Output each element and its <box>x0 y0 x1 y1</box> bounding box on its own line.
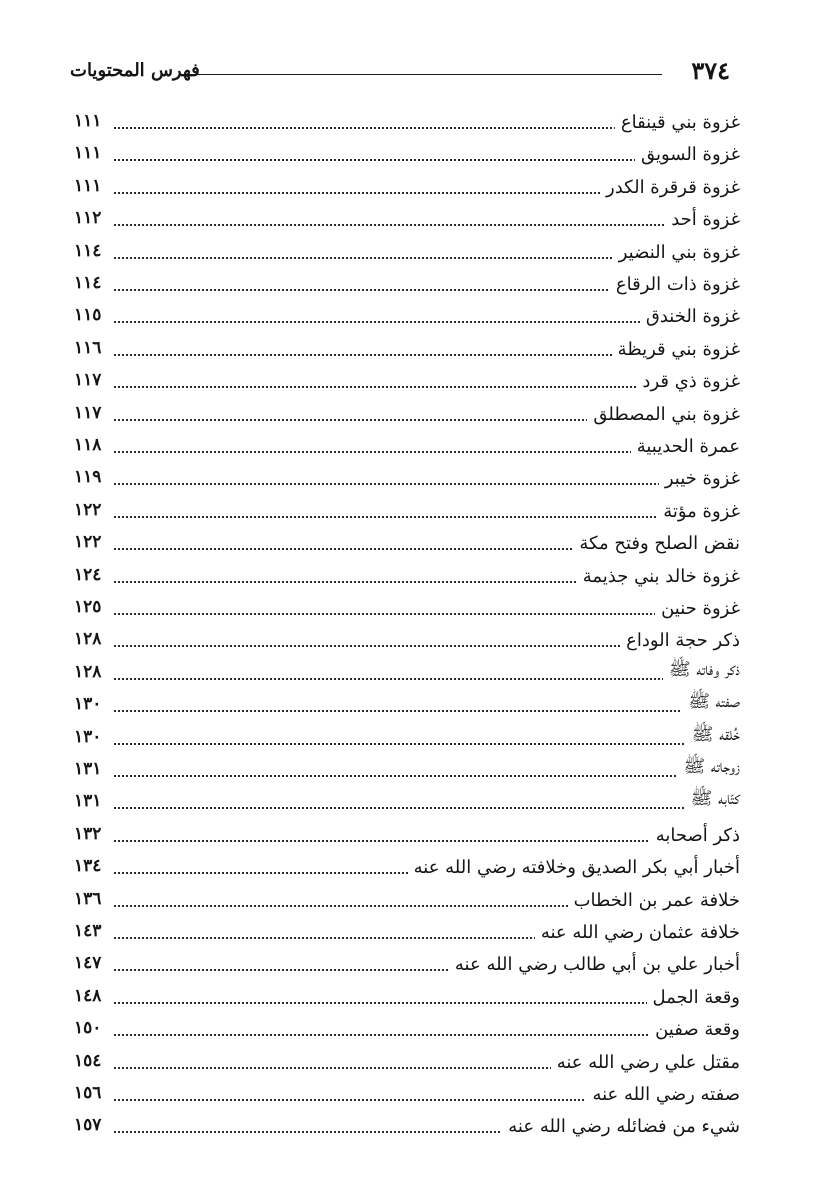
toc-entry-title: غزوة بني قريظة <box>612 339 740 360</box>
toc-entry-page: ١٥٦ <box>74 1083 105 1103</box>
toc-entry <box>72 1079 740 1109</box>
toc-entry-page: ١١٦ <box>74 338 105 358</box>
toc-entry-page: ١١٥ <box>74 305 105 325</box>
toc-entry <box>72 528 740 558</box>
dot-leader <box>114 775 740 777</box>
toc-entry-title: غزوة قرقرة الكدر <box>600 177 740 198</box>
toc-entry-page: ١١٧ <box>74 370 105 390</box>
toc-entry-page: ١٢٥ <box>74 597 105 617</box>
toc-entry-title: كتّابه ﷺ <box>685 787 740 813</box>
toc-entry <box>72 269 740 299</box>
dot-leader <box>114 483 740 485</box>
toc-entry-title: خلافة عثمان رضي الله عنه <box>535 922 740 943</box>
toc-entry-page: ١١٧ <box>74 403 105 423</box>
toc-entry-page: ١١٤ <box>74 241 105 261</box>
toc-entry <box>72 204 740 234</box>
toc-entry <box>72 949 740 979</box>
dot-leader <box>114 807 740 809</box>
toc-entry <box>72 496 740 526</box>
toc-entry <box>72 107 740 137</box>
toc-entry-page: ١٢٨ <box>74 629 105 649</box>
toc-entry <box>72 820 740 850</box>
toc-entry <box>72 1111 740 1141</box>
toc-entry-title: أخبار أبي بكر الصديق وخلافته رضي الله عنه <box>408 857 740 878</box>
dot-leader <box>114 613 740 615</box>
toc-entry-title: غزوة أحد <box>665 209 740 230</box>
toc-entry <box>72 690 740 720</box>
toc-entry-title: وقعة صفين <box>649 1019 740 1040</box>
toc-entry-page: ١٣٠ <box>74 694 105 714</box>
toc-entry-page: ١٣١ <box>74 759 105 779</box>
toc-entry <box>72 431 740 461</box>
toc-entry-title: غزوة بني قينقاع <box>615 112 740 133</box>
toc-entry-title: نقض الصلح وفتح مكة <box>573 533 740 554</box>
toc-entry-title: خُلقه ﷺ <box>686 723 740 749</box>
toc-entry-title: غزوة الخندق <box>640 306 740 327</box>
toc-entry-title: ذكر وفاته ﷺ <box>663 658 740 684</box>
dot-leader <box>114 840 740 842</box>
toc-entry-title: ذكر حجة الوداع <box>620 630 740 651</box>
toc-entry <box>72 399 740 429</box>
dot-leader <box>114 1034 740 1036</box>
toc-entry-title: شيء من فضائله رضي الله عنه <box>502 1116 740 1137</box>
toc-entry <box>72 172 740 202</box>
toc-entry <box>72 787 740 817</box>
toc-entry <box>72 625 740 655</box>
toc-entry-page: ١٥٠ <box>74 1018 105 1038</box>
toc-entry-title: وقعة الجمل <box>647 987 741 1008</box>
toc-entry <box>72 885 740 915</box>
toc-entry-page: ١٢٨ <box>74 662 105 682</box>
toc-entry-page: ١٣٤ <box>74 856 105 876</box>
dot-leader <box>114 678 740 680</box>
toc-entry-title: زوجاته ﷺ <box>677 755 740 781</box>
toc-entry <box>72 852 740 882</box>
toc-entry-title: غزوة حنين <box>655 598 740 619</box>
dot-leader <box>114 743 740 745</box>
toc-entry-page: ١٢٢ <box>74 500 105 520</box>
toc-entry-page: ١٢٤ <box>74 565 105 585</box>
dot-leader <box>114 516 740 518</box>
toc-entry-title: غزوة خالد بني جذيمة <box>577 566 740 587</box>
toc-entry-title: مقتل علي رضي الله عنه <box>551 1052 740 1073</box>
toc-entry-page: ١١٤ <box>74 273 105 293</box>
toc-entry-title: غزوة ذات الرقاع <box>610 274 740 295</box>
toc-entry <box>72 301 740 331</box>
toc-entry-title: صفته ﷺ <box>682 690 740 716</box>
toc-entry <box>72 463 740 493</box>
toc-entry-page: ١١١ <box>74 111 105 131</box>
toc-entry-page: ١١١ <box>74 176 105 196</box>
toc-entry-page: ١١٢ <box>74 208 105 228</box>
toc-entry <box>72 982 740 1012</box>
toc-entry <box>72 366 740 396</box>
toc-entry-page: ١٢٢ <box>74 532 105 552</box>
dot-leader <box>114 710 740 712</box>
toc-entry-title: غزوة بني المصطلق <box>587 404 740 425</box>
toc-entry-title: غزوة خيبر <box>659 468 740 489</box>
toc-entry-title: صفته رضي الله عنه <box>586 1084 740 1105</box>
toc-entry <box>72 139 740 169</box>
toc-entry-page: ١٤٨ <box>74 986 105 1006</box>
dot-leader <box>114 224 740 226</box>
toc-entry <box>72 658 740 688</box>
toc-entry <box>72 1047 740 1077</box>
toc-entry-page: ١٥٧ <box>74 1115 105 1135</box>
toc-entry-title: خلافة عمر بن الخطاب <box>568 890 740 911</box>
toc-entry <box>72 755 740 785</box>
toc-entry-title: أخبار علي بن أبي طالب رضي الله عنه <box>449 954 740 975</box>
toc-entry <box>72 561 740 591</box>
toc-entry-page: ١١١ <box>74 143 105 163</box>
toc-entry-page: ١٣١ <box>74 791 105 811</box>
toc-entry <box>72 593 740 623</box>
toc-entry <box>72 334 740 364</box>
toc-entry-page: ١٤٣ <box>74 921 105 941</box>
toc-entry <box>72 723 740 753</box>
running-title: فهرس المحتويات <box>70 60 200 81</box>
toc-entry-page: ١٣٢ <box>74 824 105 844</box>
toc-entry-title: غزوة مؤتة <box>657 501 740 522</box>
toc-entry-page: ١٤٧ <box>74 953 105 973</box>
toc-entry-title: ذكر أصحابه <box>650 825 740 846</box>
toc-entry <box>72 917 740 947</box>
toc-entry <box>72 1014 740 1044</box>
toc-entry <box>72 237 740 267</box>
toc-entry-page: ١١٩ <box>74 467 105 487</box>
toc-entry-title: عمرة الحديبية <box>631 436 740 457</box>
toc-entry-title: غزوة ذي قرد <box>636 371 740 392</box>
toc-entry-page: ١١٨ <box>74 435 105 455</box>
toc-entry-page: ١٥٤ <box>74 1051 105 1071</box>
toc-entry-page: ١٣٠ <box>74 727 105 747</box>
page-number: ٣٧٤ <box>691 56 730 85</box>
toc-entry-page: ١٣٦ <box>74 889 105 909</box>
toc-entry-title: غزوة بني النضير <box>613 242 740 263</box>
toc-entry-title: غزوة السويق <box>635 144 740 165</box>
